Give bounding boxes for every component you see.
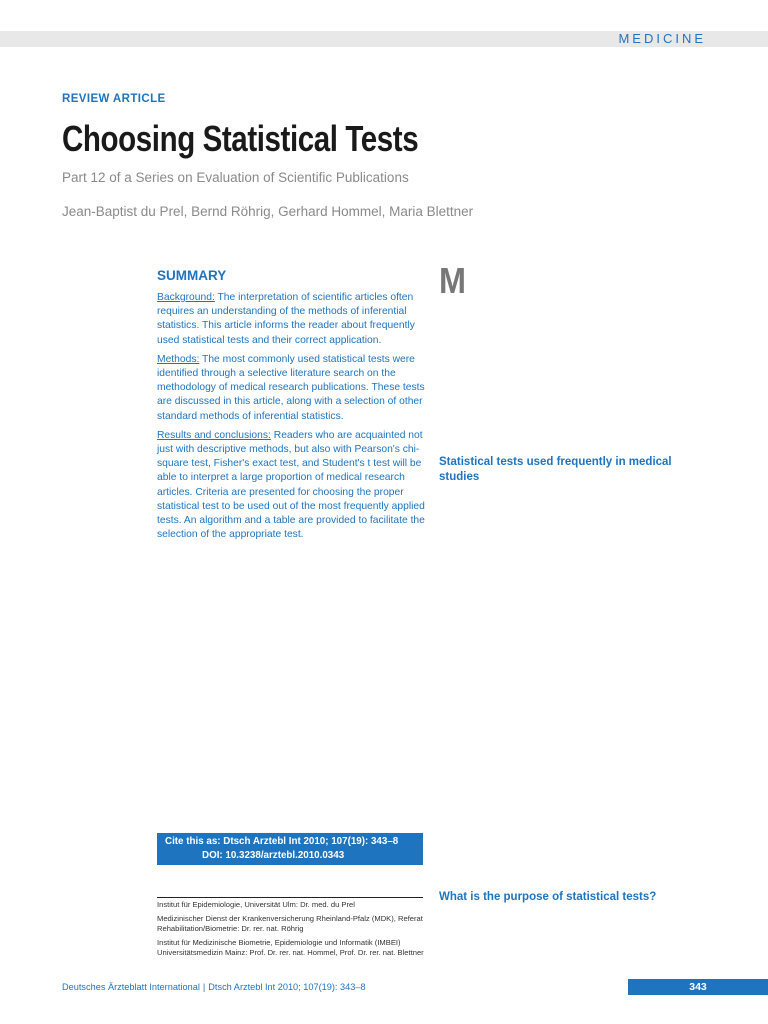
affiliation-item: Institut für Epidemiologie, Universität Ulm: Dr. med. du Prel [157,900,355,909]
doi-line: DOI: 10.3238/arztebl.2010.0343 [202,850,345,861]
methods-label: Methods: [157,353,200,365]
summary-background [157,291,425,348]
article-authors: Jean-Baptist du Prel, Bernd Röhrig, Gerhard Hommel, Maria Blettner [62,204,474,219]
article-subtitle: Part 12 of a Series on Evaluation of Scientific Publications [62,170,409,185]
affiliations [157,900,427,962]
background-text: The interpretation of scientific articles often requires an understanding of the methods of inferential statistics. This article informs the reader about frequently used statistical tests and their correct application. [157,292,415,346]
methods-text: The most commonly used statistical tests were identified through a selective literature search on the methodology of medical research publications. These tests are discussed in this article, along with a selection of other standard methods of inferential statistics. [157,353,425,422]
page-number: 343 [628,979,768,995]
section-heading-purpose: What is the purpose of statistical tests? [439,891,657,903]
results-text: Readers who are acquainted not just with descriptive methods, but also with Pearson's chi-square test, Fisher's exact test, and Student's t test will be able to interpret a large proportion of medical research articles. Criteria are presented for choosing the proper statistical test to be used out of the most frequently applied tests. An algorithm and a table are provided to facilitate the selection of the appropriate test. [157,429,425,541]
affiliation-item: Medizinischer Dienst der Krankenversicherung Rheinland-Pfalz (MDK), Referat Rehabilitation/Biometrie: Dr. rer. nat. Röhrig [157,914,423,933]
drop-cap: M [439,260,466,301]
summary-results [157,429,425,543]
summary-heading: SUMMARY [157,268,227,283]
footer-journal: Deutsches Ärzteblatt International [62,982,200,992]
footer-citation: Dtsch Arztebl Int 2010; 107(19): 343–8 [208,982,366,992]
footer-separator: | [202,982,206,992]
section-heading-statistical-tests: Statistical tests used frequently in medical studies [439,456,672,483]
background-label: Background: [157,292,215,303]
citation-line: Cite this as: Dtsch Arztebl Int 2010; 107(19): 343–8 [165,836,399,847]
results-label: Results and conclusions: [157,429,271,441]
article-title: Choosing Statistical Tests [62,118,419,159]
footer-journal-info [62,982,366,992]
affiliation-divider [157,897,423,898]
summary-body [157,291,425,547]
section-label: MEDICINE [618,31,706,46]
affiliation-item: Institut für Medizinische Biometrie, Epidemiologie und Informatik (IMBEI) Universitätsmedizin Mainz: Prof. Dr. rer. nat. Hommel, Prof. Dr. rer. nat. Blettner [157,938,424,957]
summary-methods [157,353,425,424]
citation-box [157,833,423,865]
article-type: REVIEW ARTICLE [62,93,166,105]
